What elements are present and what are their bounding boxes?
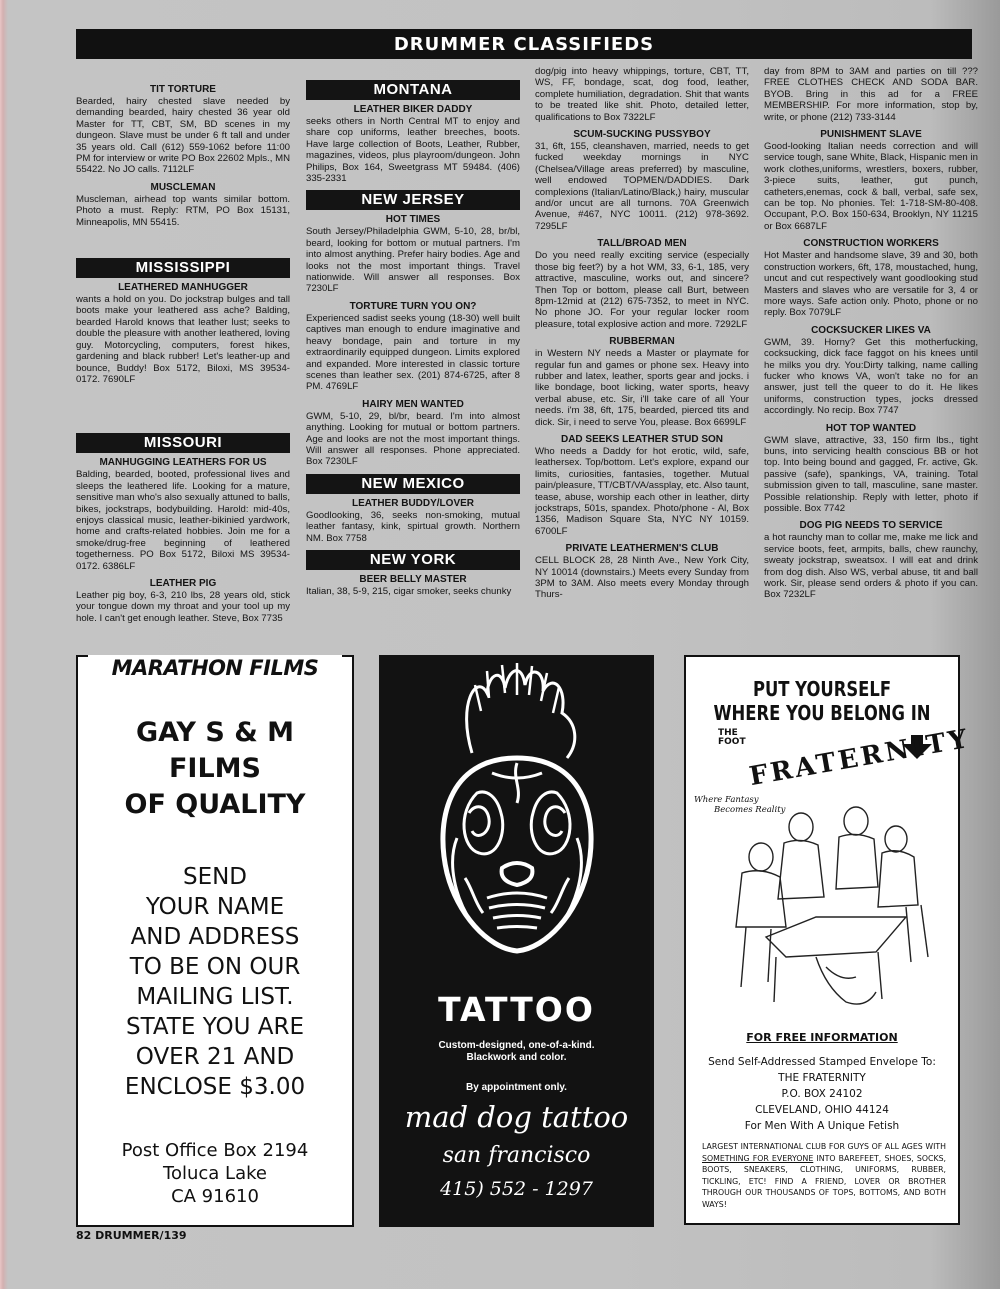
state-heading: MISSISSIPPI [76, 258, 290, 278]
classified-ad-heading: DOG PIG NEEDS TO SERVICE [799, 520, 943, 532]
classified-ad [764, 66, 978, 123]
state-heading: MISSOURI [76, 433, 290, 453]
page-folio: 82 DRUMMER/139 [76, 1229, 187, 1242]
classified-column-4 [764, 66, 978, 646]
column-spacer [76, 391, 290, 429]
tattoo-phone: 415) 552 - 1297 [440, 1178, 593, 1200]
classified-ad-body: Experienced sadist seeks young (18-30) well built captives man enough to endure imaginative and heavy bondage, pain and torture in my extraordinarily equipped dungeon. Limits explored and expanded. More interested in classic torture scenes than leather sex. (201) 874-6725, after 8 PM. 4769LF [306, 312, 520, 393]
classified-ad-body: Bearded, hairy chested slave needed by demanding bearded, hairy chested 36 year old Master for TT, CBT, SM, BD scenes in my dungeon. Slave must be under 6 ft tall and under 35 years old. Call (612) 559-1062 before 11:00 PM for interview or write PO Box 22602 Mpls., MN 55422. No JO calls. 7112LF [76, 96, 290, 176]
classified-ad-heading: RUBBERMAN [609, 336, 675, 348]
classified-ad-body: dog/pig into heavy whippings, torture, CBT, TT, WS, FF, bondage, scat, dog food, leather, complete humiliation, degradation. Shit that wants to be treated like shit. Photo, detailed letter, qualifications to Box 7322LF [535, 66, 749, 123]
classified-column-1 [76, 80, 290, 645]
classified-ad-heading: HOT TIMES [385, 214, 441, 226]
foot-fraternity-ad [684, 655, 973, 1225]
classified-ad-heading: PUNISHMENT SLAVE [820, 129, 922, 141]
classified-ad-heading: MANHUGGING LEATHERS FOR US [99, 457, 267, 469]
state-heading: MONTANA [306, 80, 520, 100]
fraternity-logo: FRATERNITY [747, 723, 973, 793]
classified-ad [76, 578, 290, 624]
classified-ad-heading: MUSCLEMAN [150, 181, 216, 193]
marathon-logo: MARATHON FILMS [88, 655, 342, 681]
classified-ad-body: Muscleman, airhead top wants similar bottom. Photo a must. Reply: RTM, PO Box 15131, Minneapolis, MN 55415. [76, 193, 290, 228]
classified-ad-body: South Jersey/Philadelphia GWM, 5-10, 28, br/bl, beard, looking for bottom or mutual partners. I'm into almost anything. Prefer hairy bodies. Age and looks not the most important things. Travel nationwide. Will answer all responses. Box 7230LF [306, 226, 520, 295]
classified-ad-body: 31, 6ft, 155, cleanshaven, married, needs to get fucked weekday mornings in NYC (Chelsea/Village areas preferred) by masculine, well endowed TOPMEN/DADDIES. Dark complexions (Italian/Latino/Black,) hairy, muscular and/or uncut are all turnons. 70A Greenwich Avenue, #467, NYC 10011. (212) 978-3692. 7295LF [535, 141, 749, 232]
classified-ad-heading: TALL/BROAD MEN [597, 238, 687, 250]
classified-ad [76, 282, 290, 385]
classified-ad [535, 336, 749, 428]
classified-ad-body: CELL BLOCK 28, 28 Ninth Ave., New York City, NY 10014 (downstairs.) Meets every Sunday from 3PM to 3AM. Also meets every Monday through Thurs- [535, 555, 749, 601]
classified-ad [535, 238, 749, 330]
tattoo-city: san francisco [442, 1143, 591, 1168]
state-heading: NEW MEXICO [306, 474, 520, 494]
classified-ad-body: a hot raunchy man to collar me, make me lick and service boots, feet, armpits, balls, chew raunchy, sweaty jockstrap, sweatsox. I will eat and drink from dog dish. Also WS, verbal abuse, tit and ball work. Sir, please send orders & photo if you can. Box 7232LF [764, 532, 978, 601]
classified-ad [306, 399, 520, 468]
classified-ad-heading: HAIRY MEN WANTED [362, 398, 464, 410]
classified-ad-heading: LEATHER BIKER DADDY [353, 104, 473, 115]
tattoo-appointment: By appointment only. [466, 1082, 567, 1093]
fraternity-fine-print: LARGEST INTERNATIONAL CLUB FOR GUYS OF ALL AGES WITH SOMETHING FOR EVERYONE INTO BAREFEET, SHOES, SOCKS, BOOTS, SNEAKERS, CLOTHING, UNIFORMS, RUBBER, TICKLING, ETC! FIND A FRIEND, LOVER OR BROTHER THROUGH OUR THOUSANDS OF TOPS, BOTTOMS, AND BOTH WAYS! [702, 1142, 946, 1209]
classified-ad [306, 104, 520, 184]
classified-ad [764, 520, 978, 600]
classified-ad [764, 129, 978, 232]
classified-ad [764, 325, 978, 417]
classified-ad-body: Who needs a Daddy for hot erotic, wild, safe, leathersex. Top/bottom. Let's explore, expand our limits, curiosities, fantasies, together. Mutual pain/pleasure, TT/CBT/VA/assplay, etc. Also taunt, tease, abuse, worship each other in leather, dirty jockstraps, 501s, spandex. Photo/phone - Al, Box 1356, Madison Square Sta, NYC NY 10159. 6700LF [535, 445, 749, 537]
classified-ad [535, 66, 749, 123]
classified-ad-body: Good-looking Italian needs correction and will service tough, sane White, Black, Hispanic men in work clothes,uniforms, wrestlers, boxers, rubber, 3-piece suits, leather, gut punch, catheters,enemas, cock & ball, verbal, safe sex, can be top. No phonies. Tel: 1-718-SM-80-408. Occupant, P.O. Box 150-634, Brooklyn, NY 11215 or Box 6687LF [764, 141, 978, 232]
classified-ad [306, 574, 520, 597]
marathon-films-ad [76, 655, 354, 1227]
fraternity-headline: PUT YOURSELF WHERE YOU BELONG IN [713, 677, 931, 725]
classified-ad-body: Hot Master and handsome slave, 39 and 30, both construction workers, 6ft, 178, moustached, hung, uncut and cut respectively want goodlooking stud Masters and slaves who are versatile for 3, 4 or more ways. Safe action only. Photo, phone or no reply. Box 7079LF [764, 250, 978, 319]
classified-ad-heading: COCKSUCKER LIKES VA [811, 324, 931, 336]
classified-ad-body: GWM slave, attractive, 33, 150 firm lbs., tight buns, into servicing health conscious BB or hot top. Into being bound and gagged, Fr. active, Gk. passive (safe), spankings, VA, training. Total submission given to tall, masculine, sane master. Possible relationship. Reply with letter, photo if possible. Box 7742 [764, 434, 978, 514]
classified-ad-body: Do you need really exciting service (especially those big feet?) by a hot WM, 33, 6-1, 185, very attractive, masculine, works out, and sincere? Then Top or bottom, please call Burt, between 8pm-12mid at (212) 675-7352, to meet in NYC. No phone JO. For your regular locker room pleasure, total explosive action and more. 7292LF [535, 250, 749, 330]
tattoo-title: TATTOO [438, 990, 595, 1029]
classified-ad-heading: LEATHER BUDDY/LOVER [351, 497, 475, 509]
classified-ad-body: wants a hold on you. Do jockstrap bulges and tall boots make your leathered ass ache? Balding, bearded Harold knows that leather lust; seeks to double the pleasure with another leathered, loving guy. Motorcycling, computers, forest hikes, gardening and black rubber! Let's leather-up and bounce, Buddy! Box 5172, Biloxi, MS 39534-0172. 7690LF [76, 294, 290, 385]
classified-ad-heading: LEATHERED MANHUGGER [118, 282, 248, 294]
tattoo-subtitle: Custom-designed, one-of-a-kind. Blackwork and color. [438, 1040, 595, 1063]
classified-ad [76, 457, 290, 572]
classified-column-2 [306, 76, 520, 641]
classified-ad-body: Italian, 38, 5-9, 215, cigar smoker, seeks chunky [306, 585, 512, 597]
classified-ad-body: in Western NY needs a Master or playmate for regular fun and games or phone sex. Heavy into rubber and latex, leather, sports gear and jocks. i like bondage, boot licking, water sports, heavy verbal abuse, etc. Sir, i'll take care of all Your needs. i'm 38, 6ft, 175, bearded, pierced tits and dick. Sir, i need to serve You, please. Box 6699LF [535, 348, 749, 428]
classified-ad-heading: BEER BELLY MASTER [359, 573, 467, 585]
classified-ad-body: Goodlooking, 36, seeks non-smoking, mutual leather fantasy, kink, spirtual growth. Northern NM. Box 7758 [306, 509, 520, 544]
fraternity-tagline: Where Fantasy Becomes Reality [694, 795, 786, 815]
classified-ad [535, 543, 749, 601]
section-banner: DRUMMER CLASSIFIEDS [76, 29, 972, 59]
classified-ad [306, 214, 520, 294]
classified-column-3 [535, 66, 749, 646]
classified-ad [764, 423, 978, 515]
classified-ad-heading: SCUM-SUCKING PUSSYBOY [573, 129, 711, 141]
classified-ad-heading: TIT TORTURE [150, 84, 216, 95]
classified-ad [306, 498, 520, 544]
classified-ad [306, 301, 520, 393]
state-heading: NEW JERSEY [306, 190, 520, 210]
fraternity-info-heading: FOR FREE INFORMATION [746, 1031, 898, 1044]
classified-ad-heading: PRIVATE LEATHERMEN'S CLUB [565, 543, 719, 555]
classified-ad-body: GWM, 39. Horny? Get this motherfucking, cocksucking, dick face faggot on his knees until he milks you dry. You:Dirty talking, name calling fucker who knows VA, won't take no for an answer, just tell the queer to do it. He likes uniforms, construction types, jocks dressed accordingly. No recip. Box 7747 [764, 336, 978, 417]
classified-ad-heading: TORTURE TURN YOU ON? [349, 300, 477, 312]
classified-ad-heading: LEATHER PIG [149, 577, 217, 589]
classified-ad-body: seeks others in North Central MT to enjoy and share cop uniforms, leather breeches, boots. Have large collection of Boots, Leather, Rubber, magazines, videos, plus playroom/dungeon. John Philips, Box 164, Sweetgrass MT 59484. (406) 335-2331 [306, 116, 520, 185]
classified-ad-heading: CONSTRUCTION WORKERS [803, 238, 939, 250]
classified-ad [76, 182, 290, 228]
classified-ad-heading: HOT TOP WANTED [825, 422, 917, 434]
marathon-headline: GAY S & M FILMS OF QUALITY [124, 717, 306, 820]
marathon-address: Post Office Box 2194 Toluca Lake CA 91610 [121, 1140, 309, 1207]
classified-ad [535, 434, 749, 537]
classified-ad [764, 238, 978, 318]
classified-ad-heading: DAD SEEKS LEATHER STUD SON [560, 433, 724, 445]
fraternity-contact: Send Self-Addressed Stamped Envelope To: THE FRATERNITY P.O. BOX 24102 CLEVELAND, OHIO 44124 For Men With A Unique Fetish [708, 1056, 936, 1132]
fraternity-illustration [706, 787, 940, 1017]
classified-ad-body: Balding, bearded, booted, professional lives and sleeps the leathered life. Looking for a mature, sensitive man who's also sexually attuned to balls, bikes, jockstraps, bodybuilding. Harold: mid-40s, enjoys classical music, leather-bikinied yardwork, home and crafts-related hobbies. Join me for a smoke/drug-free beginning of leathered togetherness. PO Box 5172, Biloxi MS 39534-0172. 6386LF [76, 469, 290, 572]
state-heading: NEW YORK [306, 550, 520, 570]
tattoo-studio-name: mad dog tattoo [404, 1100, 629, 1134]
classified-ad-body: day from 8PM to 3AM and parties on till ??? FREE CLOTHES CHECK AND SODA BAR. BYOB. Bring in this ad for a FREE MEMBERSHIP. For more information, stop by, write, or phone (212) 733-3144 [764, 66, 978, 123]
mad-dog-tattoo-ad [379, 655, 654, 1227]
classified-ad-body: Leather pig boy, 6-3, 210 lbs, 28 years old, stick your tongue down my throat and your tool up my hole. I can't get enough leather. Steve, Box 7735 [76, 589, 290, 624]
classified-ad [76, 84, 290, 176]
tattoo-skull-illustration [417, 663, 617, 963]
classified-ad-body: GWM, 5-10, 29, bl/br, beard. I'm into almost anything. Looking for mutual or bottom partners. Age and looks are not the most important things. Will answer all responses. Phone appreciated. Box 7230LF [306, 410, 520, 468]
column-spacer [76, 234, 290, 254]
classified-ad [535, 129, 749, 232]
fraternity-the-foot: THE FOOT [718, 728, 746, 747]
marathon-body: SEND YOUR NAME AND ADDRESS TO BE ON OUR MAILING LIST. STATE YOU ARE OVER 21 AND ENCLOSE $3.00 [124, 864, 306, 1100]
